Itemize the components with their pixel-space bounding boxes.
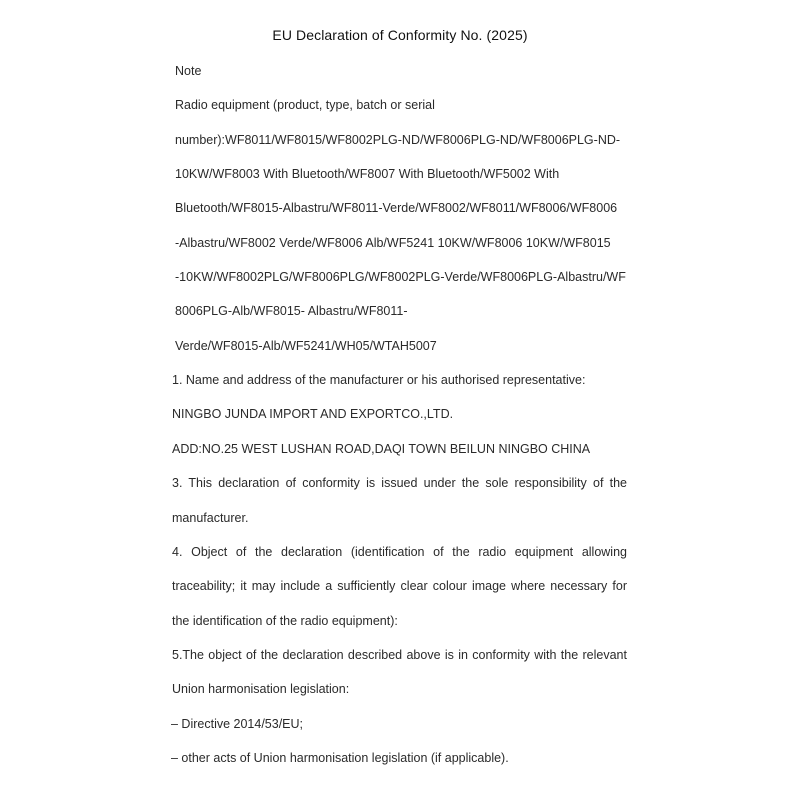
other-acts-item: – other acts of Union harmonisation legislation (if applicable). (171, 751, 509, 765)
manufacturer-address: ADD:NO.25 WEST LUSHAN ROAD,DAQI TOWN BEILUN NINGBO CHINA (172, 442, 591, 456)
section-3-text: 3. This declaration of conformity is issued under the sole responsibility of the (172, 476, 627, 490)
section-1-heading: 1. Name and address of the manufacturer or his authorised representative: (172, 373, 586, 387)
model-list-line: 8006PLG-Alb/WF8015- Albastru/WF8011- (175, 304, 408, 318)
section-5-text-end: Union harmonisation legislation: (172, 682, 350, 696)
note-line: Note (175, 64, 202, 78)
model-list-line: Bluetooth/WF8015-Albastru/WF8011-Verde/WF8002/WF8011/WF8006/WF8006 (175, 201, 618, 215)
directive-item: – Directive 2014/53/EU; (171, 717, 304, 731)
section-3-text-end: manufacturer. (172, 511, 249, 525)
model-list-line: -Albastru/WF8002 Verde/WF8006 Alb/WF5241 10KW/WF8006 10KW/WF8015 (175, 236, 611, 250)
document-title: EU Declaration of Conformity No. (2025) (272, 27, 528, 43)
model-list-line: 10KW/WF8003 With Bluetooth/WF8007 With Bluetooth/WF5002 With (175, 167, 560, 181)
model-list-line: -10KW/WF8002PLG/WF8006PLG/WF8002PLG-Verde/WF8006PLG-Albastru/WF (175, 270, 626, 284)
section-4-text: 4. Object of the declaration (identification of the radio equipment allowing (172, 545, 627, 559)
section-4-text: traceability; it may include a sufficiently clear colour image where necessary for (172, 579, 627, 593)
radio-equipment-line: Radio equipment (product, type, batch or serial (175, 98, 435, 112)
section-5-text: 5.The object of the declaration described above is in conformity with the relevant (172, 648, 627, 662)
model-list-line: Verde/WF8015-Alb/WF5241/WH05/WTAH5007 (175, 339, 437, 353)
manufacturer-name: NINGBO JUNDA IMPORT AND EXPORTCO.,LTD. (172, 407, 454, 421)
section-4-text-end: the identification of the radio equipment): (172, 614, 398, 628)
model-list-line: number):WF8011/WF8015/WF8002PLG-ND/WF8006PLG-ND/WF8006PLG-ND- (175, 133, 621, 147)
